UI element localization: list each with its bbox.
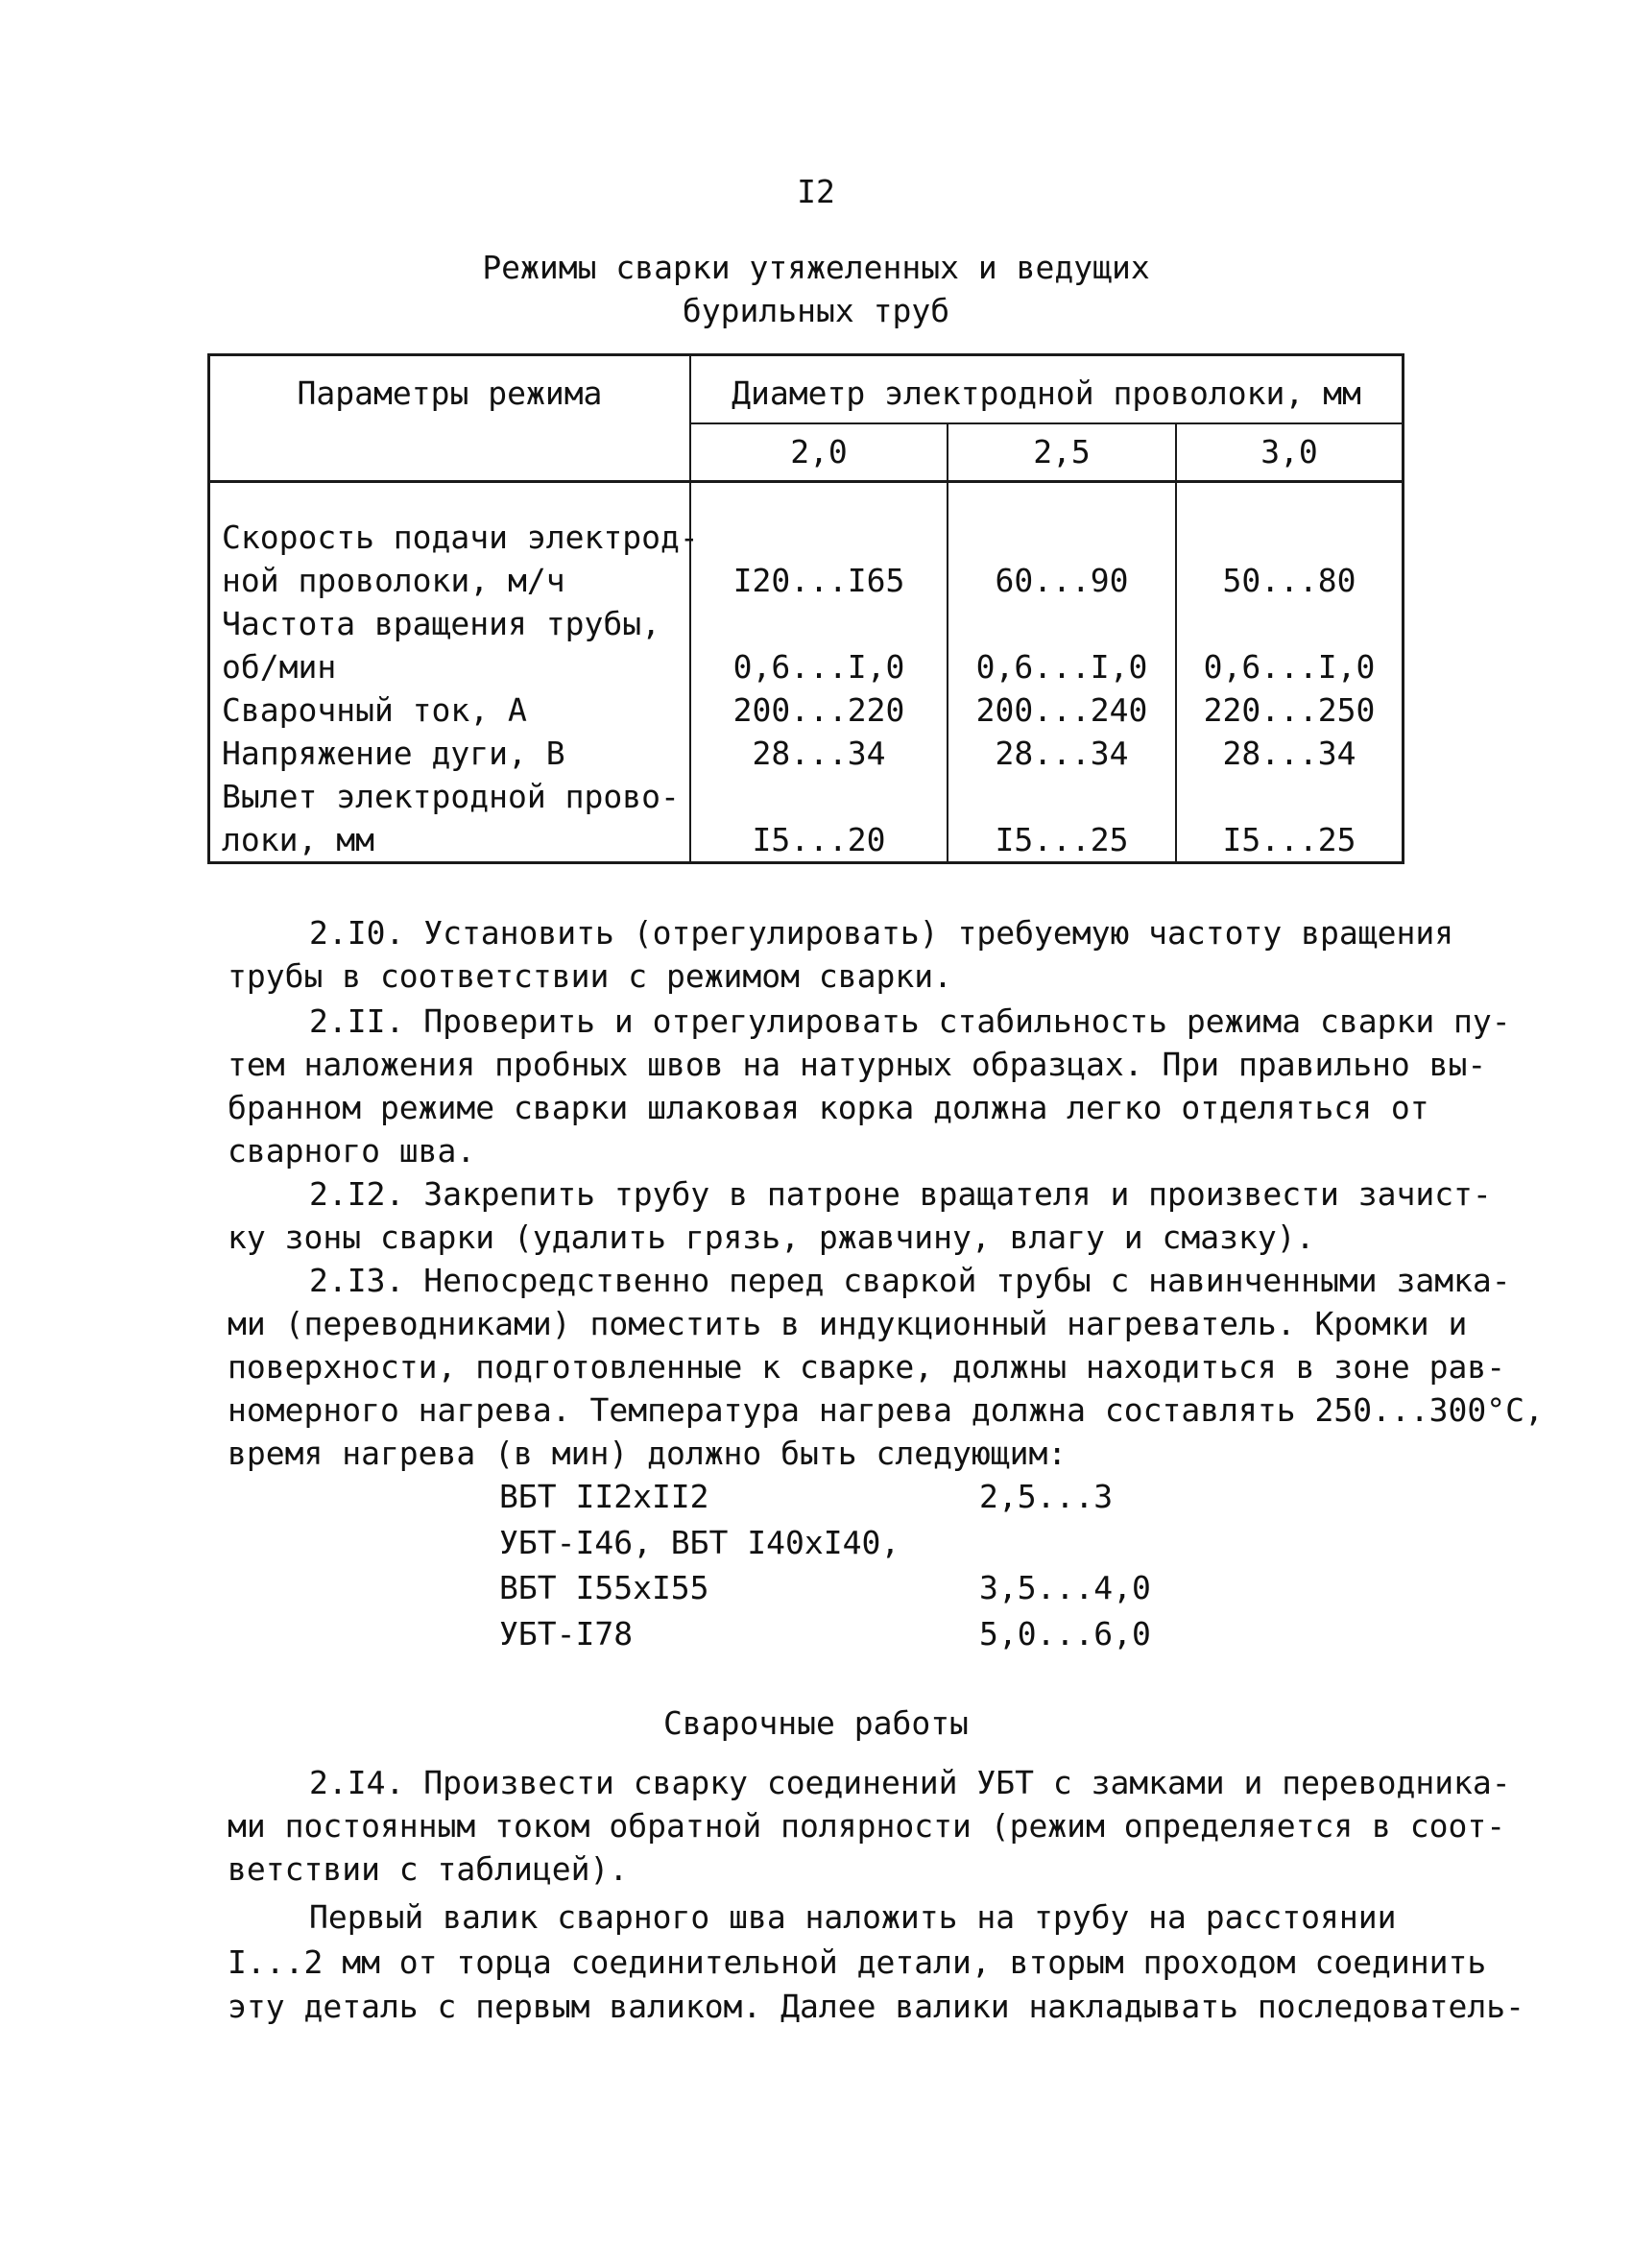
- paragraph-2-13-line: номерного нагрева. Температура нагрева должна составлять 250...300°С,: [228, 1391, 1544, 1429]
- table-cell: 200...240: [975, 691, 1148, 729]
- table-cell: 200...220: [732, 691, 905, 729]
- paragraph-2-11-line: бранном режиме сварки шлаковая корка должна легко отделяться от: [228, 1089, 1429, 1126]
- paragraph-2-14-line: 2.I4. Произвести сварку соединений УБТ с замками и переводника-: [309, 1764, 1511, 1801]
- table-cell: 28...34: [1222, 735, 1356, 772]
- heating-item-name: УБТ-I78: [499, 1615, 634, 1653]
- heating-item-name: ВБТ II2хII2: [499, 1478, 709, 1515]
- table-cell: 220...250: [1203, 691, 1376, 729]
- row-label: Частота вращения трубы,: [222, 605, 660, 642]
- paragraph-last-line: Первый валик сварного шва наложить на трубу на расстоянии: [309, 1898, 1397, 1936]
- table-cell: 0,6...I,0: [732, 648, 905, 686]
- welding-modes-table: [207, 353, 1404, 864]
- paragraph-2-14-line: ми постоянным током обратной полярности (режим определяется в соот-: [228, 1807, 1506, 1845]
- table-cell: 0,6...I,0: [975, 648, 1148, 686]
- paragraph-2-13-line: 2.I3. Непосредственно перед сваркой трубы с навинченными замка-: [309, 1262, 1511, 1299]
- row-label: Напряжение дуги, В: [222, 735, 565, 772]
- table-title-line-1: Режимы сварки утяжеленных и ведущих: [482, 249, 1150, 286]
- col-divider-2: [947, 422, 948, 864]
- section-heading: Сварочные работы: [663, 1704, 969, 1742]
- param-header: Параметры режима: [297, 374, 603, 412]
- col-divider-3: [1175, 422, 1177, 864]
- row-label: об/мин: [222, 648, 337, 686]
- table-cell: I5...25: [995, 821, 1129, 858]
- paragraph-2-10-line: 2.I0. Установить (отрегулировать) требуемую частоту вращения: [309, 914, 1454, 952]
- paragraph-last-line: эту деталь с первым валиком. Далее валики накладывать последователь-: [228, 1988, 1525, 2025]
- paragraph-2-11-line: тем наложения пробных швов на натурных образцах. При правильно вы-: [228, 1046, 1487, 1083]
- table-cell: 60...90: [995, 562, 1129, 599]
- heating-item-name: УБТ-I46, ВБТ I40хI40,: [499, 1524, 900, 1561]
- table-cell: I5...20: [752, 821, 886, 858]
- table-border-left: [207, 353, 210, 864]
- table-cell: 0,6...I,0: [1203, 648, 1376, 686]
- paragraph-2-12-line: ку зоны сварки (удалить грязь, ржавчину, влагу и смазку).: [228, 1218, 1315, 1256]
- paragraph-2-10-line: трубы в соответствии с режимом сварки.: [228, 957, 952, 995]
- table-cell: 28...34: [995, 735, 1129, 772]
- header-divider-bottom: [207, 480, 1404, 483]
- header-divider-diam: [689, 422, 1404, 424]
- table-border-bottom: [207, 861, 1404, 864]
- heating-item-time: 3,5...4,0: [979, 1569, 1151, 1606]
- paragraph-last-line: I...2 мм от торца соединительной детали, вторым проходом соединить: [228, 1943, 1487, 1981]
- table-cell: I20...I65: [732, 562, 905, 599]
- table-border-top: [207, 353, 1404, 356]
- table-cell: 28...34: [752, 735, 886, 772]
- paragraph-2-14-line: ветствии с таблицей).: [228, 1850, 629, 1888]
- row-label: ной проволоки, м/ч: [222, 562, 565, 599]
- table-border-right: [1402, 353, 1404, 864]
- row-label: локи, мм: [222, 821, 374, 858]
- page-number: I2: [797, 173, 835, 210]
- row-label: Вылет электродной прово-: [222, 778, 680, 815]
- paragraph-2-11-line: 2.II. Проверить и отрегулировать стабильность режима сварки пу-: [309, 1002, 1511, 1040]
- paragraph-2-11-line: сварного шва.: [228, 1132, 476, 1170]
- table-title-line-2: бурильных труб: [682, 292, 950, 329]
- diameter-header: Диаметр электродной проволоки, мм: [732, 374, 1361, 412]
- table-cell: 50...80: [1222, 562, 1356, 599]
- diameter-2-0: 2,0: [790, 433, 848, 470]
- row-label: Сварочный ток, А: [222, 691, 527, 729]
- paragraph-2-13-line: время нагрева (в мин) должно быть следующим:: [228, 1435, 1068, 1472]
- table-cell: I5...25: [1222, 821, 1356, 858]
- paragraph-2-13-line: ми (переводниками) поместить в индукционный нагреватель. Кромки и: [228, 1305, 1468, 1342]
- heating-item-time: 2,5...3: [979, 1478, 1114, 1515]
- paragraph-2-12-line: 2.I2. Закрепить трубу в патроне вращателя и произвести зачист-: [309, 1175, 1492, 1213]
- row-label: Скорость подачи электрод-: [222, 519, 699, 556]
- heating-item-name: ВБТ I55хI55: [499, 1569, 709, 1606]
- col-divider-1: [689, 353, 691, 864]
- diameter-3-0: 3,0: [1260, 433, 1318, 470]
- heating-item-time: 5,0...6,0: [979, 1615, 1151, 1653]
- paragraph-2-13-line: поверхности, подготовленные к сварке, должны находиться в зоне рав-: [228, 1348, 1506, 1386]
- diameter-2-5: 2,5: [1033, 433, 1091, 470]
